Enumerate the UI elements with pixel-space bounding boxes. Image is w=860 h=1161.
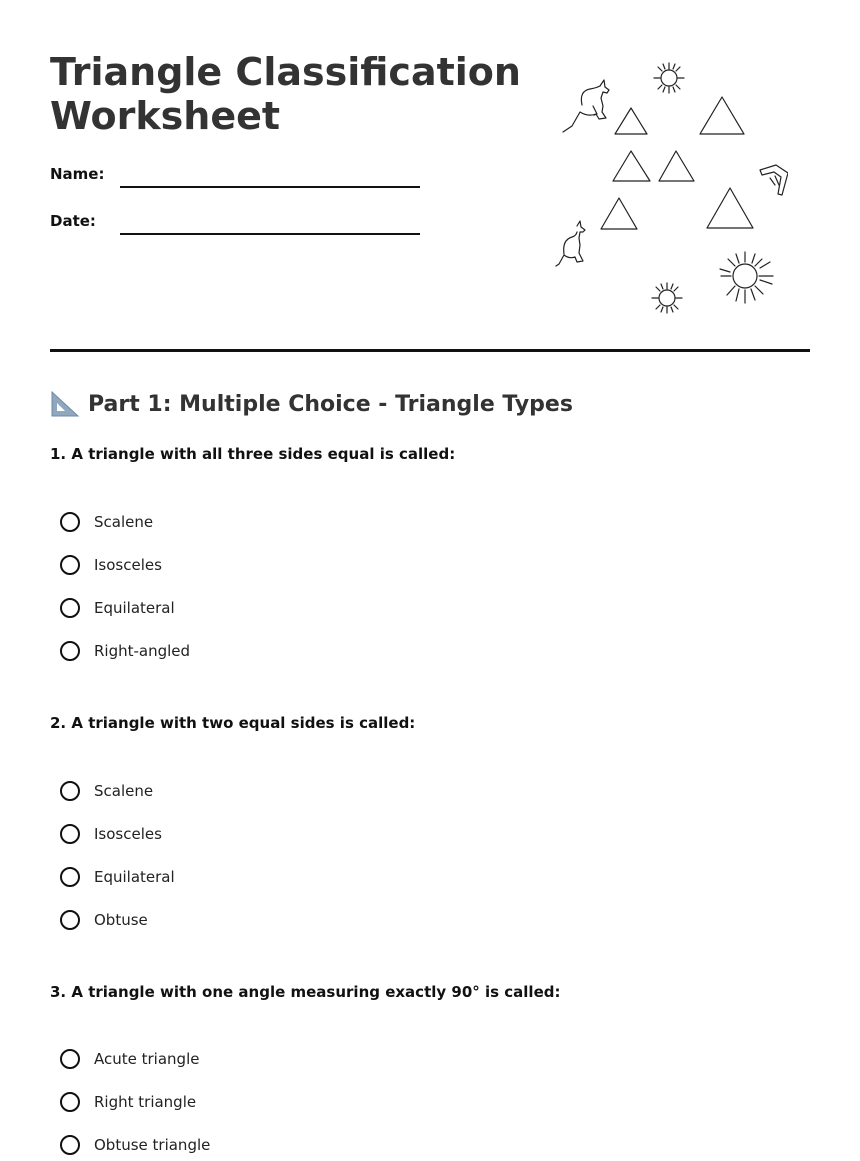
radio-button[interactable] [60,1092,80,1112]
radio-button[interactable] [60,555,80,575]
option-label: Equilateral [94,599,175,617]
q2-option-isosceles[interactable] [60,821,162,847]
radio-button[interactable] [60,1049,80,1069]
triangle-icon [707,188,753,228]
section-title: Part 1: Multiple Choice - Triangle Types [88,391,573,417]
radio-button[interactable] [60,512,80,532]
radio-button[interactable] [60,641,80,661]
kangaroo-icon [563,80,609,132]
option-label: Obtuse triangle [94,1136,211,1154]
radio-button[interactable] [60,598,80,618]
set-square-icon [50,390,80,418]
q3-option-obtuse[interactable] [60,1132,210,1158]
sun-icon [654,63,684,93]
question-2: 2. A triangle with two equal sides is called: [50,714,416,732]
radio-button[interactable] [60,781,80,801]
radio-button[interactable] [60,1135,80,1155]
option-label: Isosceles [94,825,162,843]
q3-option-right[interactable] [60,1089,196,1115]
triangle-icon [613,151,650,181]
q2-option-equilateral[interactable] [60,864,175,890]
name-label: Name: [50,165,105,183]
option-label: Obtuse [94,911,148,929]
q2-option-scalene[interactable] [60,778,153,804]
option-label: Right-angled [94,642,191,660]
radio-button[interactable] [60,910,80,930]
page-title [50,50,521,138]
triangle-icon [700,97,744,134]
name-field[interactable] [120,186,420,188]
decorative-illustration [548,52,788,324]
option-label: Scalene [94,782,154,800]
option-label: Isosceles [94,556,162,574]
radio-button[interactable] [60,867,80,887]
triangle-icon [615,108,647,134]
option-label: Acute triangle [94,1050,200,1068]
q1-option-right-angled[interactable] [60,638,190,664]
date-label: Date: [50,212,96,230]
q1-option-isosceles[interactable] [60,552,162,578]
question-3: 3. A triangle with one angle measuring exactly 90° is called: [50,983,561,1001]
q2-option-obtuse[interactable] [60,907,148,933]
radio-button[interactable] [60,824,80,844]
page-title-line-1: Triangle Classification [50,50,521,94]
q1-option-scalene[interactable] [60,509,153,535]
kangaroo-icon [556,221,585,266]
page-title-line-2: Worksheet [50,94,281,138]
option-label: Scalene [94,513,154,531]
option-label: Equilateral [94,868,175,886]
sun-icon [720,252,773,303]
question-1: 1. A triangle with all three sides equal is called: [50,445,456,463]
section-heading [50,388,573,420]
option-label: Right triangle [94,1093,197,1111]
q1-option-equilateral[interactable] [60,595,175,621]
boomerang-icon [760,165,788,195]
q3-option-acute[interactable] [60,1046,199,1072]
triangle-icon [601,198,637,229]
date-field[interactable] [120,233,420,235]
triangle-icon [659,151,694,181]
section-divider [50,349,810,352]
sun-icon [652,283,682,313]
